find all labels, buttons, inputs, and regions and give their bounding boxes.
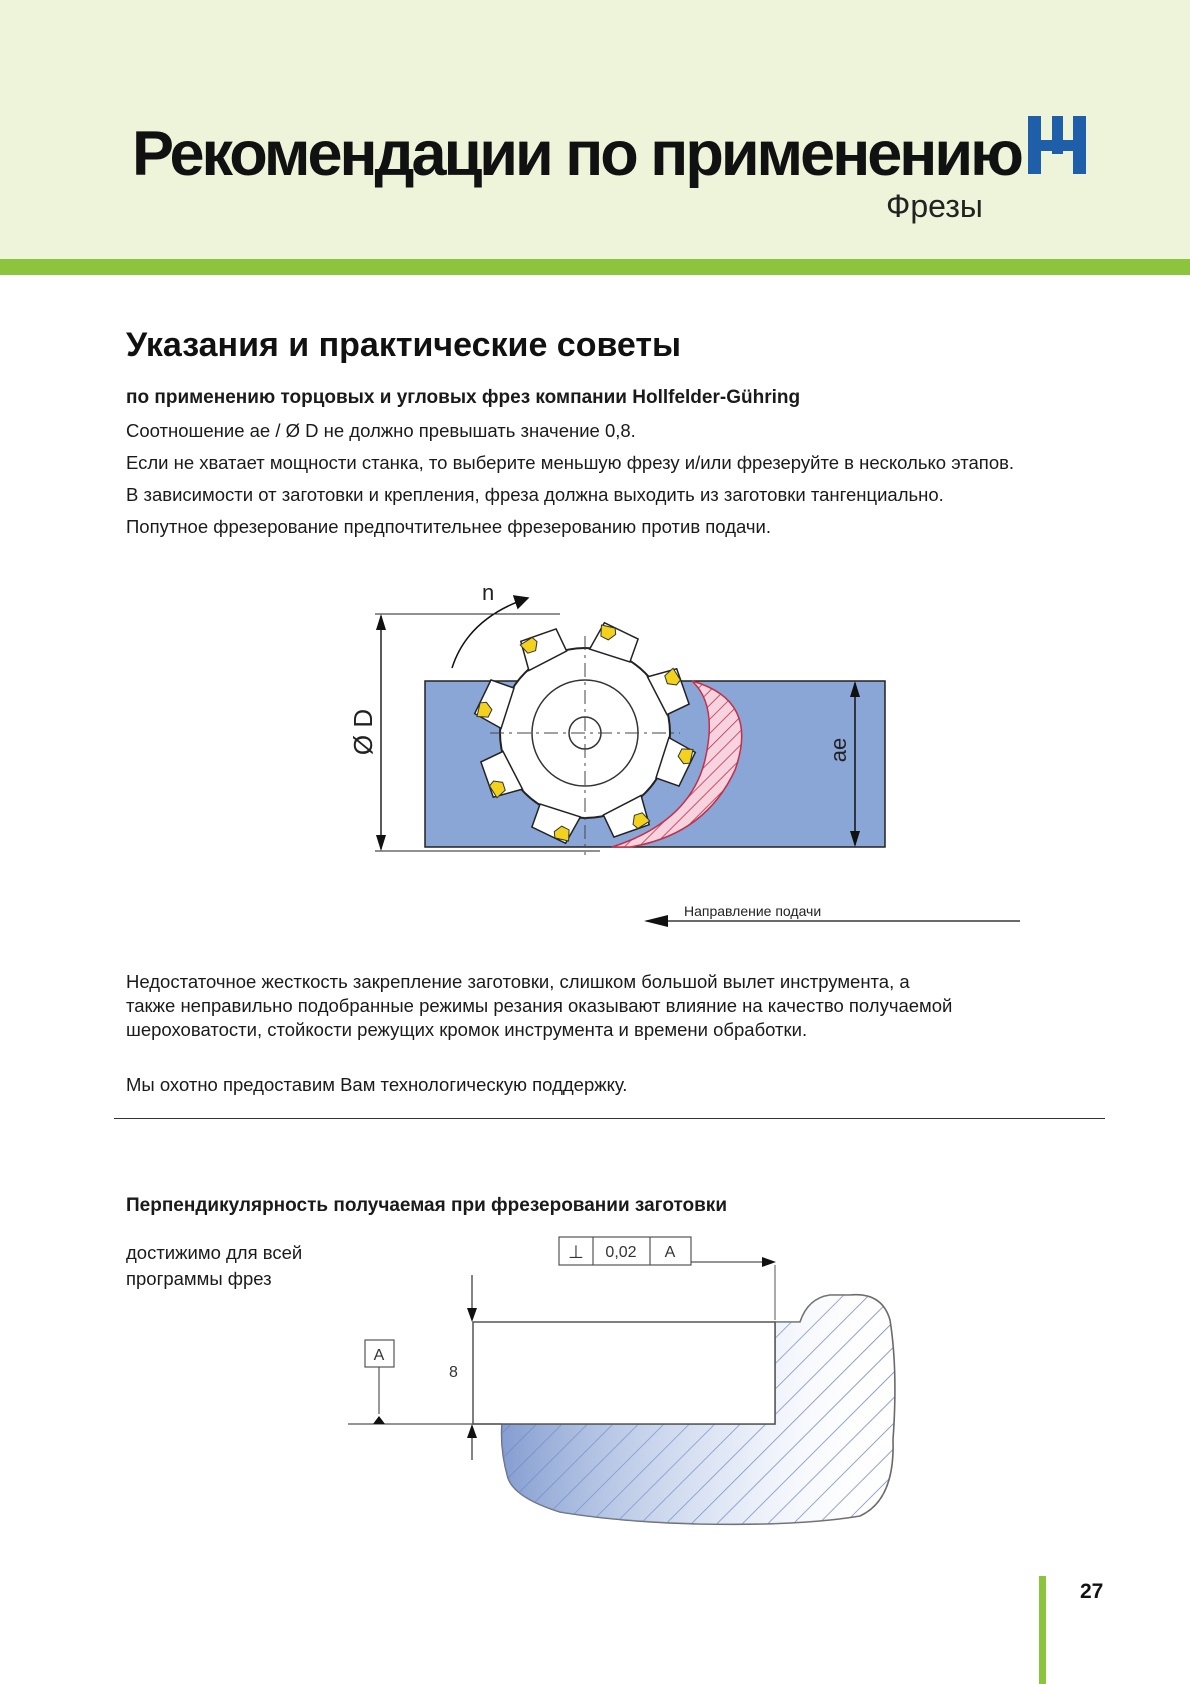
tolerance-datum: A: [664, 1244, 676, 1261]
advice-paragraph: Недостаточное жесткость закрепление заготовки, слишком большой вылет инструмента, а также неправильно подобранные режимы резания оказывают влияние на качество получаемой шероховатости, стойкости режущих кромок инструмента и времени обработки.: [126, 971, 953, 1040]
perpendicularity-symbol: ⊥: [568, 1242, 584, 1262]
rotation-label: n: [482, 580, 495, 605]
tolerance-value: 0,02: [605, 1244, 637, 1261]
perpendicularity-note: достижимо для всей программы фрез: [126, 1242, 303, 1289]
section-lead: по применению торцовых и угловых фрез компании Hollfelder-Gühring: [126, 387, 801, 408]
perpendicularity-diagram: [0, 1230, 1190, 1550]
hg-logo-icon: [1028, 116, 1086, 174]
diameter-label: Ø D: [348, 708, 378, 756]
support-line: Мы охотно предоставим Вам технологическую поддержку.: [126, 1074, 628, 1095]
page-subtitle: Фрезы: [886, 188, 983, 224]
divider: [114, 1118, 1105, 1119]
engagement-label: ae: [826, 737, 851, 763]
perpendicularity-heading: Перпендикулярность получаемая при фрезеровании заготовки: [126, 1195, 727, 1216]
header-stripe: [0, 259, 1190, 275]
datum-label: A: [373, 1347, 385, 1364]
milled-pocket: [473, 1322, 775, 1424]
milling-diagram: [0, 560, 1190, 940]
dimension-value: 8: [449, 1364, 458, 1381]
page-title: Рекомендации по применению: [132, 119, 1021, 189]
body-line: В зависимости от заготовки и крепления, фреза должна выходить из заготовки тангенциально.: [126, 484, 944, 505]
page-number: 27: [1080, 1580, 1104, 1603]
body-line: Попутное фрезерование предпочтительнее фрезерованию против подачи.: [126, 516, 771, 537]
section-heading: Указания и практические советы: [126, 326, 682, 364]
body-line: Соотношение ae / Ø D не должно превышать значение 0,8.: [126, 420, 636, 441]
feed-direction-label: Направление подачи: [684, 903, 822, 919]
body-line: Если не хватает мощности станка, то выберите меньшую фрезу и/или фрезеруйте в несколько этапов.: [126, 452, 1015, 473]
page-marker-bar: [1039, 1576, 1046, 1684]
